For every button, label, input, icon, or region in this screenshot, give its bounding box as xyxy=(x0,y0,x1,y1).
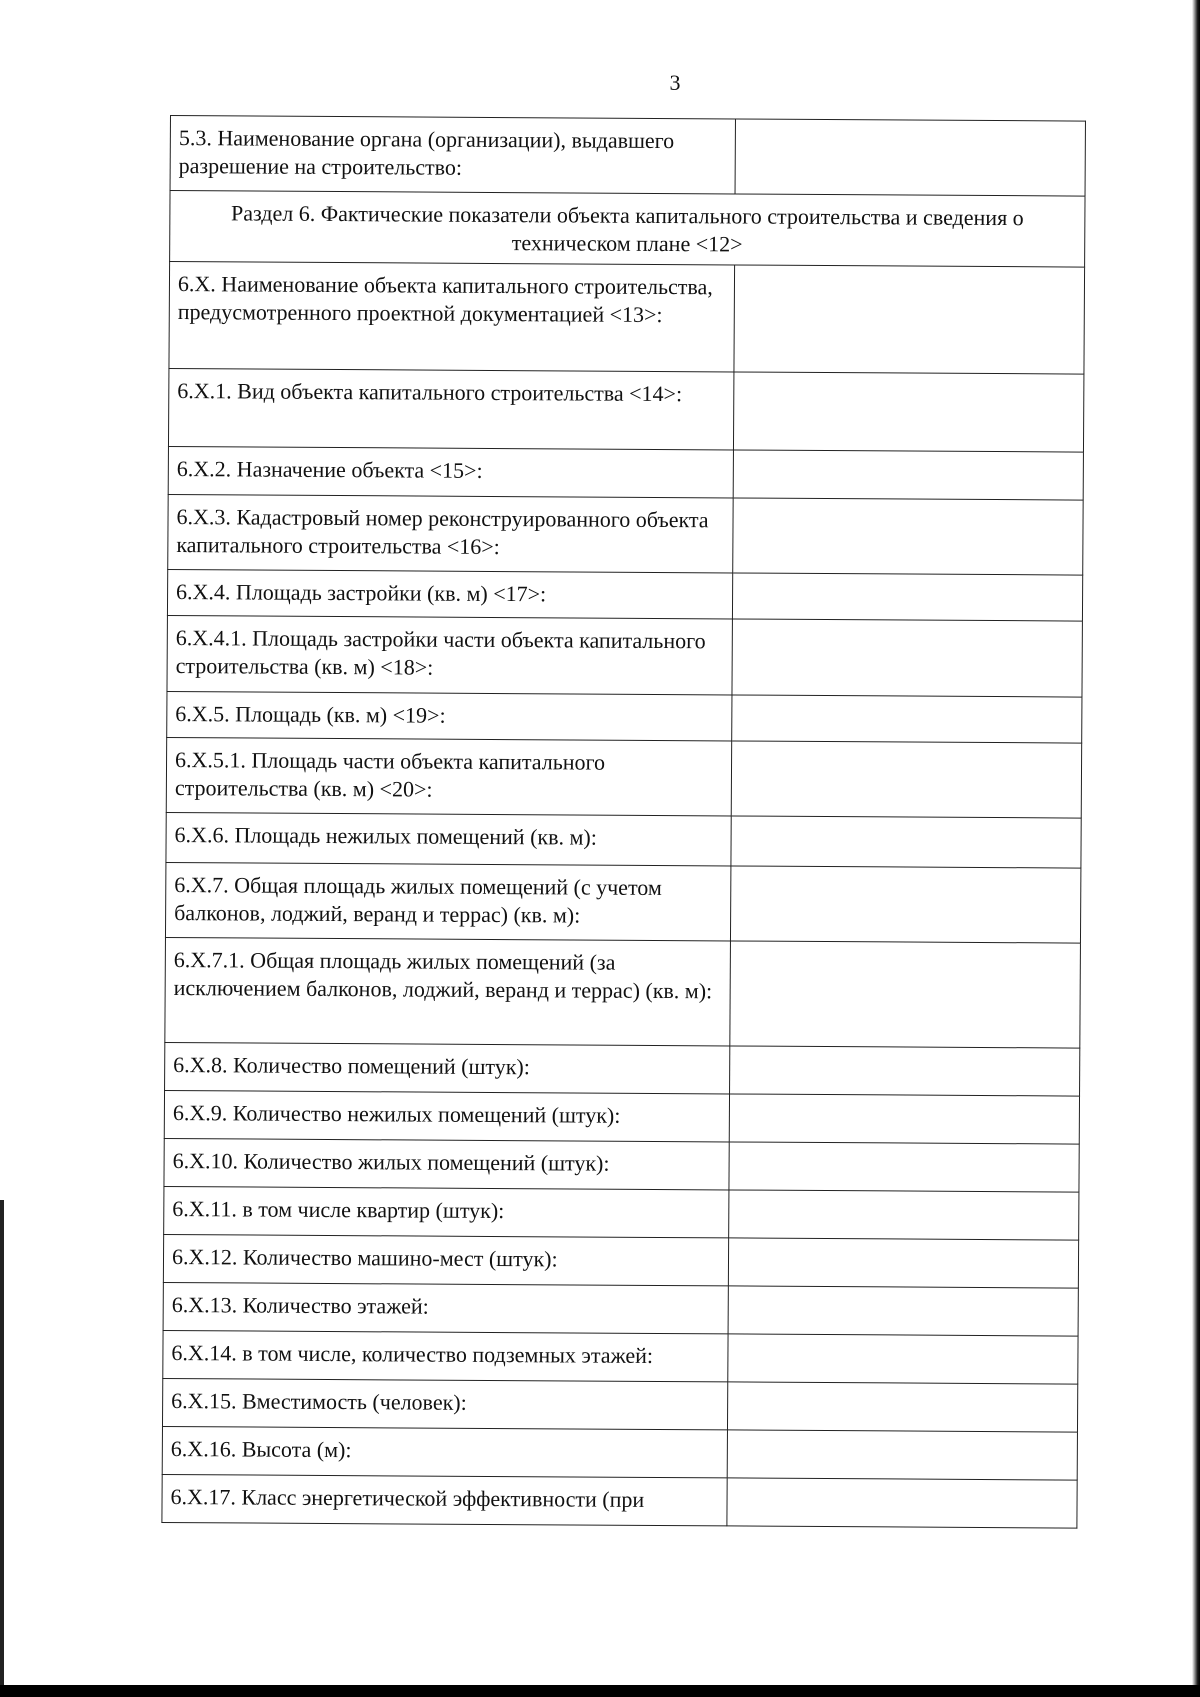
value-cell[interactable] xyxy=(731,741,1081,818)
row-label: 6.X.1. Вид объекта капитального строительства <14>: xyxy=(168,368,733,449)
table-row xyxy=(165,862,1080,943)
table-row xyxy=(164,1186,1079,1240)
value-cell[interactable] xyxy=(727,1382,1077,1432)
table-row xyxy=(163,1330,1078,1384)
row-label: 6.X.5. Площадь (кв. м) <19>: xyxy=(167,691,732,740)
table-row xyxy=(168,494,1083,575)
row-label: 6.X.17. Класс энергетической эффективности (при xyxy=(162,1474,727,1525)
table-row xyxy=(162,1426,1077,1480)
value-cell[interactable] xyxy=(729,1142,1079,1192)
row-label: 6.X.14. в том числе, количество подземных этажей: xyxy=(163,1330,728,1381)
value-cell[interactable] xyxy=(729,1094,1079,1144)
row-label: 6.X.4. Площадь застройки (кв. м) <17>: xyxy=(167,569,732,618)
row-label: 6.X. Наименование объекта капитального строительства, предусмотренного проектной документацией <13>: xyxy=(169,262,735,372)
table-row xyxy=(166,737,1081,818)
row-label: 6.X.15. Вместимость (человек): xyxy=(162,1378,727,1429)
row-label: 6.X.9. Количество нежилых помещений (штук): xyxy=(164,1090,729,1141)
table-row xyxy=(162,1474,1077,1528)
row-label: 6.X.4.1. Площадь застройки части объекта капитального строительства (кв. м) <18>: xyxy=(167,615,732,694)
value-cell[interactable] xyxy=(731,816,1081,868)
value-cell[interactable] xyxy=(730,866,1080,943)
value-cell[interactable] xyxy=(729,1190,1079,1240)
table-row xyxy=(164,1090,1079,1144)
table-row xyxy=(167,691,1082,743)
table-row xyxy=(165,937,1081,1048)
scan-edge-right xyxy=(1192,0,1200,1697)
value-cell[interactable] xyxy=(728,1334,1078,1384)
value-cell[interactable] xyxy=(733,372,1083,452)
table-row xyxy=(162,1378,1077,1432)
row-label: 6.X.7. Общая площадь жилых помещений (с учетом балконов, лоджий, веранд и террас) (кв. м): xyxy=(165,862,730,940)
table-row xyxy=(168,446,1083,500)
table-row xyxy=(163,1234,1078,1288)
value-cell[interactable] xyxy=(732,619,1082,697)
value-cell[interactable] xyxy=(732,573,1082,621)
table-row xyxy=(164,1138,1079,1192)
page-number: 3 xyxy=(669,70,681,95)
row-label: 6.X.5.1. Площадь части объекта капитального строительства (кв. м) <20>: xyxy=(166,737,731,815)
value-cell[interactable] xyxy=(733,450,1083,500)
form-table xyxy=(161,115,1086,1529)
table-row xyxy=(165,1042,1080,1096)
value-cell[interactable] xyxy=(732,695,1082,743)
table-row xyxy=(167,569,1082,621)
row-label: 6.X.6. Площадь нежилых помещений (кв. м): xyxy=(166,812,731,865)
row-label: 6.X.11. в том числе квартир (штук): xyxy=(164,1186,729,1237)
table-row xyxy=(163,1282,1078,1336)
value-cell[interactable] xyxy=(730,941,1081,1048)
table-row xyxy=(168,368,1083,452)
row-label: 6.X.12. Количество машино-мест (штук): xyxy=(163,1234,728,1285)
row-label: 6.X.7.1. Общая площадь жилых помещений (за исключением балконов, лоджий, веранд и террас) (кв. м): xyxy=(165,937,731,1045)
row-5-3-label: 5.3. Наименование органа (организации), выдавшего разрешение на строительство: xyxy=(170,116,735,194)
section-6-title: Раздел 6. Фактические показатели объекта капитального строительства и сведения о техническом плане <12> xyxy=(170,191,1085,268)
table-row xyxy=(170,116,1085,197)
row-label: 6.X.10. Количество жилых помещений (штук): xyxy=(164,1138,729,1189)
value-cell[interactable] xyxy=(727,1430,1077,1480)
row-label: 6.X.13. Количество этажей: xyxy=(163,1282,728,1333)
value-cell[interactable] xyxy=(727,1478,1077,1528)
table-row xyxy=(166,812,1081,868)
section-header-row xyxy=(170,191,1085,268)
table-row xyxy=(167,615,1082,697)
scan-edge-left xyxy=(0,1200,4,1697)
table-row xyxy=(169,262,1085,375)
value-cell[interactable] xyxy=(733,498,1083,575)
value-cell[interactable] xyxy=(728,1286,1078,1336)
value-cell[interactable] xyxy=(734,265,1085,374)
row-label: 6.X.3. Кадастровый номер реконструированного объекта капитального строительства <16>: xyxy=(168,494,733,572)
row-label: 6.X.8. Количество помещений (штук): xyxy=(165,1042,730,1093)
row-label: 6.X.16. Высота (м): xyxy=(162,1426,727,1477)
value-cell[interactable] xyxy=(728,1238,1078,1288)
row-5-3-value-cell[interactable] xyxy=(735,119,1085,196)
value-cell[interactable] xyxy=(730,1046,1080,1096)
row-label: 6.X.2. Назначение объекта <15>: xyxy=(168,446,733,497)
scan-edge-bottom xyxy=(0,1685,1200,1697)
